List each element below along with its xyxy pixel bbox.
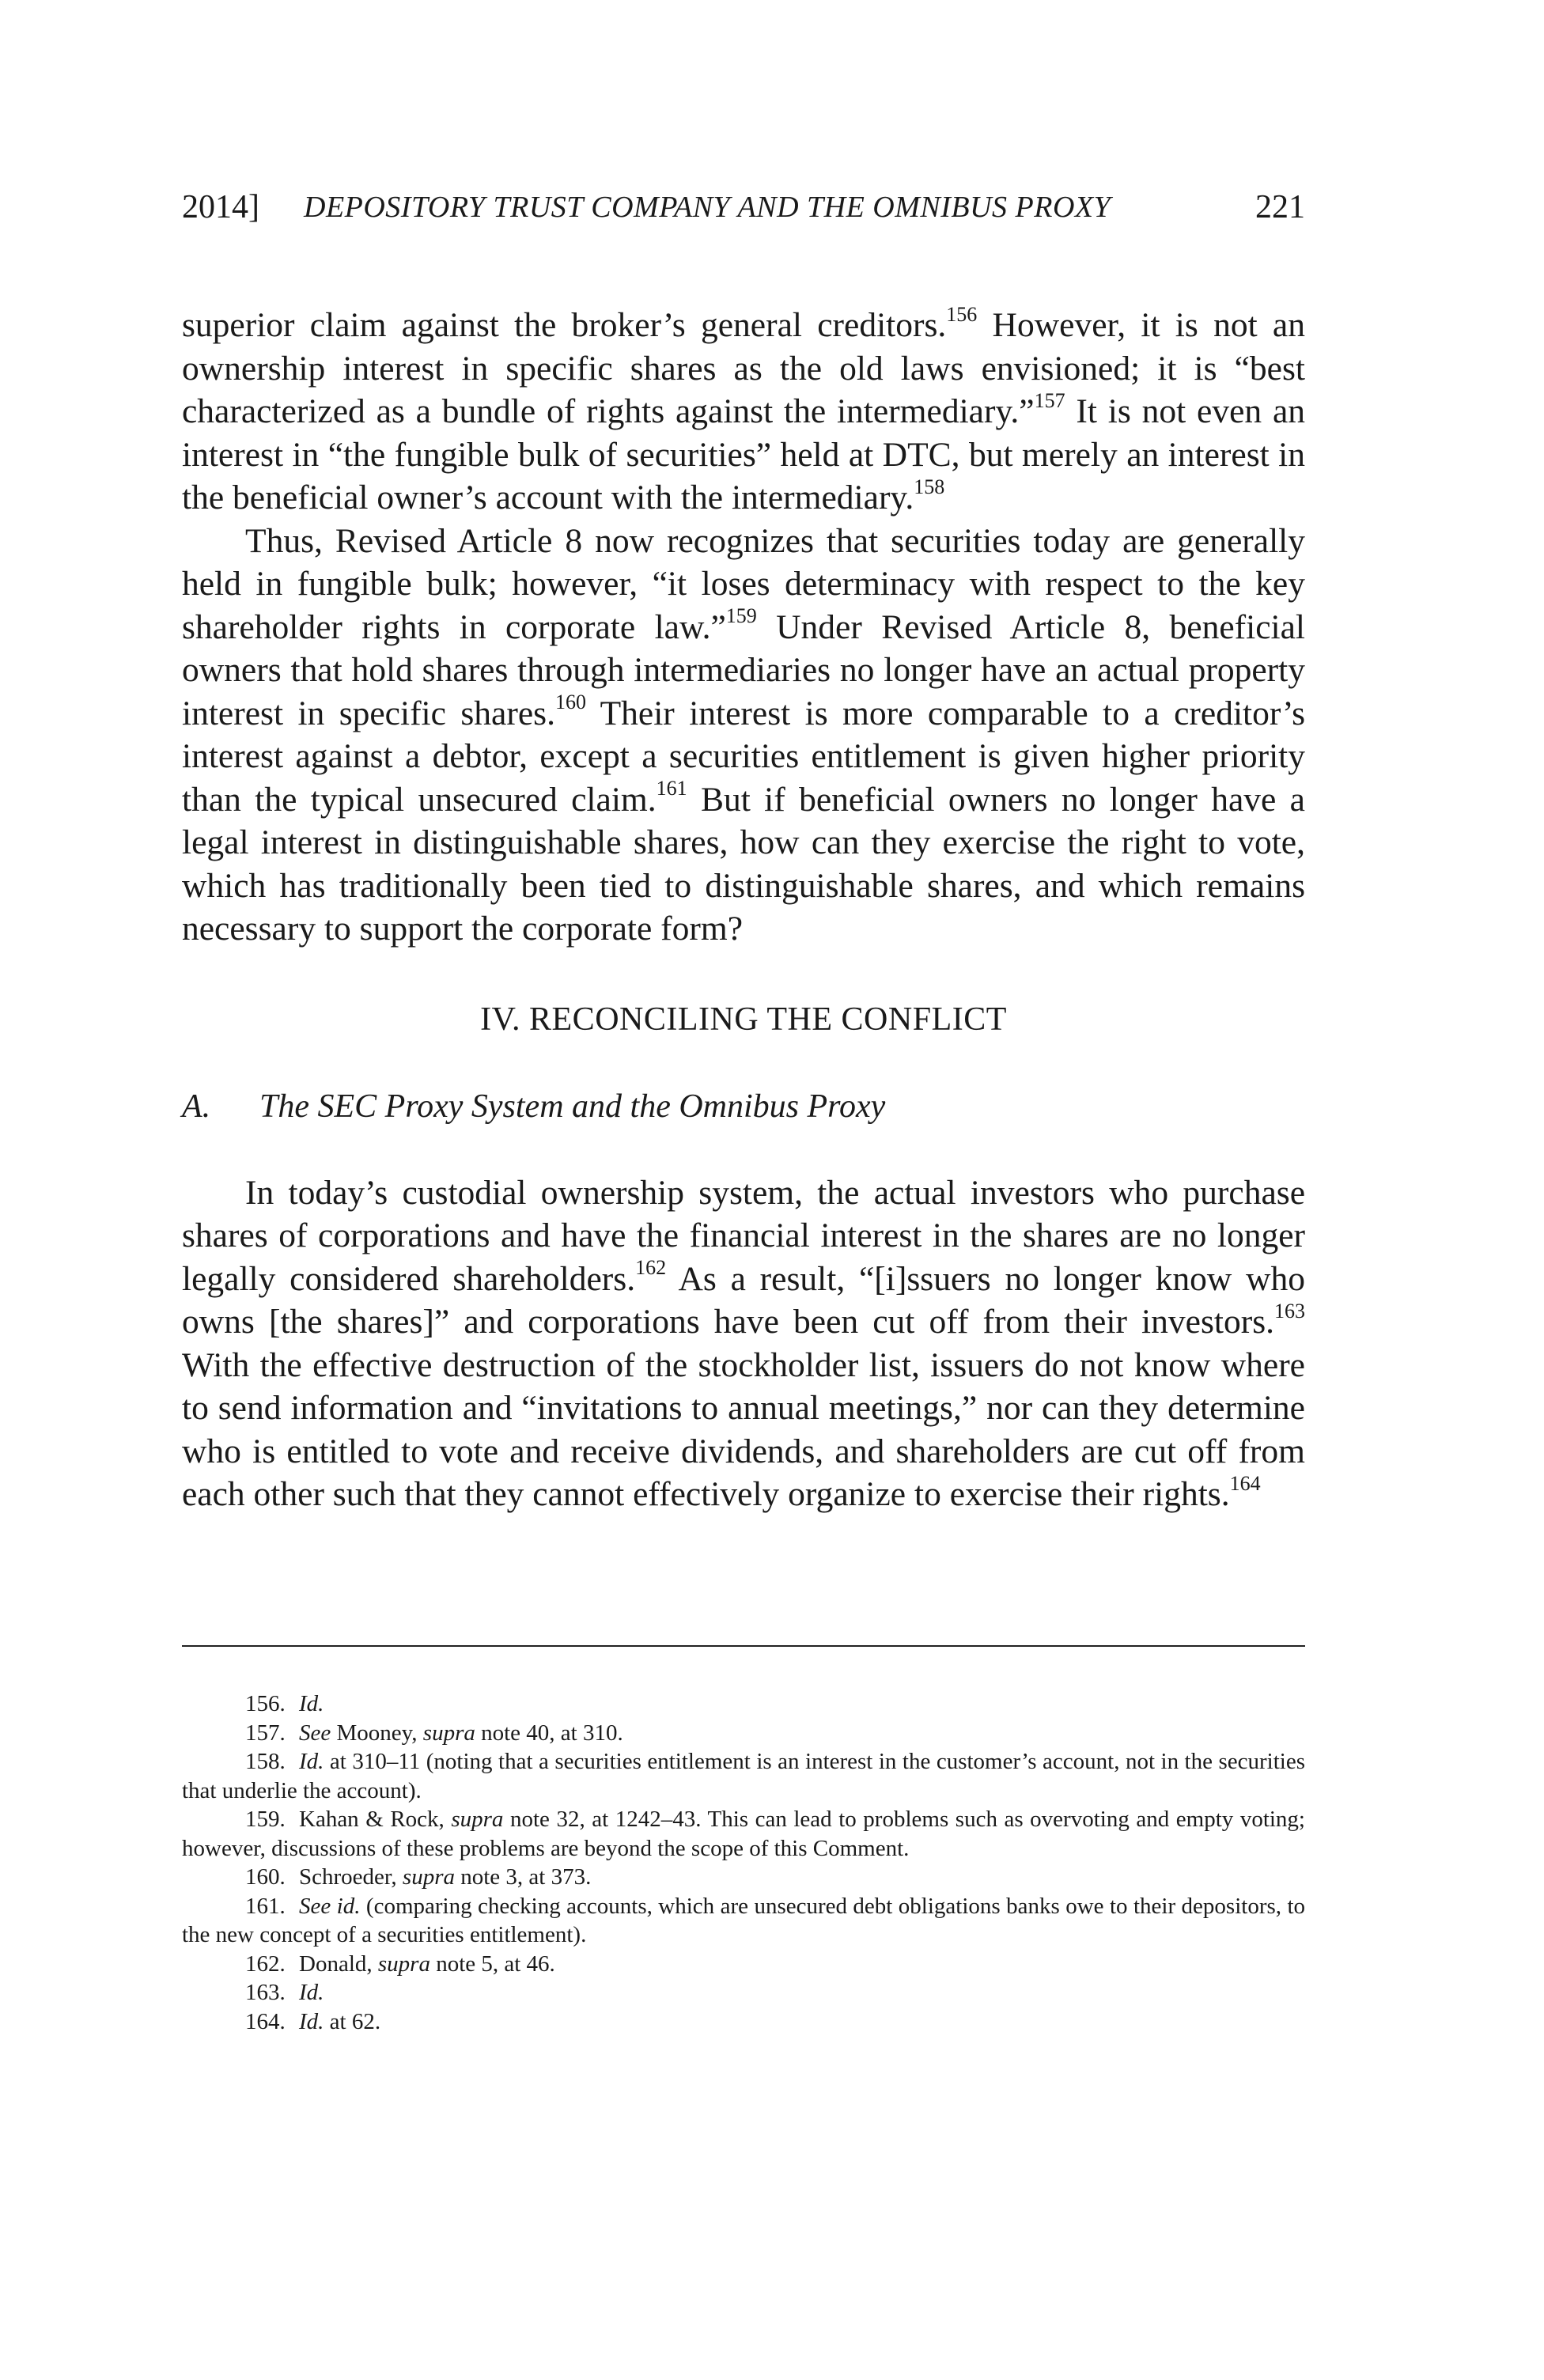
footnote-text: Mooney, xyxy=(331,1720,423,1746)
footnote-text: note 32, at 1242–43. This can lead to problems such as overvoting and empty voting; however, discussions of these problems are beyond the scope of this Comment. xyxy=(182,1807,1305,1861)
text-run: Under Revised Article 8, beneficial owners that hold shares through intermediaries no longer have an actual property interest in specific shares. xyxy=(182,607,1305,732)
footnote-text: note 3, at 373. xyxy=(454,1864,592,1890)
footnote-text: note 40, at 310. xyxy=(475,1720,623,1746)
footnote-number: 156. xyxy=(245,1691,286,1716)
footnote-number: 160. xyxy=(245,1864,286,1890)
footnote-text: Id. xyxy=(299,1691,324,1716)
footnote-text: Donald, xyxy=(299,1951,378,1977)
footnote-ref[interactable]: 158 xyxy=(914,475,945,498)
footnote xyxy=(182,2007,1305,2037)
footnote xyxy=(182,1719,1305,1748)
paragraph-2 xyxy=(182,520,1305,951)
section-heading: IV. RECONCILING THE CONFLICT xyxy=(480,1001,1007,1038)
footnote-text: Id. xyxy=(299,1980,324,2005)
footnote-ref[interactable]: 160 xyxy=(554,691,586,713)
footnote xyxy=(182,1892,1305,1950)
text-run: But if beneficial owners no longer have a legal interest in distinguishable shares, how can they exercise the right to vote, which has traditionally been tied to distinguishable shares, and which remains necessary to support the corporate form? xyxy=(182,780,1305,948)
footnote-number: 161. xyxy=(245,1893,286,1919)
text-run: However, it is not an ownership interest in specific shares as the old laws envisioned; it is “best characterized as a bundle of rights against the intermediary.” xyxy=(182,306,1305,430)
footnote-number: 163. xyxy=(245,1980,286,2005)
footnote-ref[interactable]: 164 xyxy=(1229,1471,1261,1495)
footnote-divider xyxy=(182,1645,1305,1647)
footnote-ref[interactable]: 159 xyxy=(725,604,757,627)
footnote-number: 158. xyxy=(245,1749,286,1774)
subsection-title: The SEC Proxy System and the Omnibus Proxy xyxy=(259,1088,886,1125)
footnote-number: 164. xyxy=(245,2008,286,2034)
footnote xyxy=(182,1863,1305,1892)
footnote-ref[interactable]: 161 xyxy=(656,777,687,800)
footnote-ref[interactable]: 162 xyxy=(635,1256,667,1279)
text-run: In today’s custodial ownership system, the actual investors who purchase shares of corporations and have the financial interest in the shares are no longer legally considered shareholders. xyxy=(182,1173,1305,1298)
document-page xyxy=(182,0,1305,2380)
footnote-text: (comparing checking accounts, which are unsecured debt obligations banks owe to their depositors, to the new concept of a securities entitlement). xyxy=(182,1893,1305,1947)
footnote-number: 162. xyxy=(245,1951,286,1977)
footnote-text: supra xyxy=(377,1951,430,1977)
footnote xyxy=(182,1689,1305,1719)
footnote-text: at 310–11 (noting that a securities entitlement is an interest in the customer’s account, not in the securities that underlie the account). xyxy=(182,1749,1305,1803)
footnote xyxy=(182,1747,1305,1805)
footnote-text: Id. xyxy=(299,2008,324,2034)
footnote-ref[interactable]: 163 xyxy=(1274,1299,1305,1322)
footnote-ref[interactable]: 156 xyxy=(946,302,978,326)
text-run: With the effective destruction of the stockholder list, issuers do not know where to send information and “invitations to annual meetings,” nor can they determine who is entitled to vote and receive dividends, and shareholders are cut off from each other such that they cannot effectively organize to exercise their rights. xyxy=(182,1345,1305,1513)
footnote-text: See xyxy=(299,1720,331,1746)
footnote-text: Id. xyxy=(299,1749,324,1774)
footnote-text: Kahan & Rock, xyxy=(299,1807,452,1832)
footnote-text: supra xyxy=(402,1864,455,1890)
footnote-text: See id. xyxy=(299,1893,361,1919)
subsection-letter: A. xyxy=(182,1088,211,1125)
text-run: Thus, Revised Article 8 now recognizes that securities today are generally held in fungible bulk; however, “it loses determinacy with respect to the key shareholder rights in corporate law.” xyxy=(182,521,1305,646)
subsection-heading xyxy=(182,1085,1305,1129)
footnote-text: Schroeder, xyxy=(299,1864,403,1890)
paragraph-1 xyxy=(182,304,1305,520)
footnote-text: supra xyxy=(451,1807,504,1832)
footnote-text: note 5, at 46. xyxy=(430,1951,555,1977)
footnote xyxy=(182,1805,1305,1863)
paragraph-3 xyxy=(182,1171,1305,1516)
body-text xyxy=(182,304,1305,1516)
text-run: superior claim against the broker’s general creditors. xyxy=(182,306,947,344)
footnote-text: supra xyxy=(422,1720,475,1746)
page-number: 221 xyxy=(1255,189,1305,225)
running-header xyxy=(182,184,1305,231)
footnote xyxy=(182,1978,1305,2007)
footnote-number: 157. xyxy=(245,1720,286,1746)
text-run: It is not even an interest in “the fungible bulk of securities” held at DTC, but merely an interest in the beneficial owner’s account with the intermediary. xyxy=(182,392,1305,516)
text-run: As a result, “[i]ssuers no longer know who owns [the shares]” and corporations have been cut off from their investors. xyxy=(182,1259,1305,1341)
footnote-ref[interactable]: 157 xyxy=(1034,388,1065,412)
footnote xyxy=(182,1950,1305,1979)
header-title: DEPOSITORY TRUST COMPANY AND THE OMNIBUS PROXY xyxy=(304,191,1111,224)
footnotes-section xyxy=(182,1689,1305,2036)
footnote-text: at 62. xyxy=(324,2008,381,2034)
header-year: 2014] xyxy=(182,189,259,225)
footnote-number: 159. xyxy=(245,1807,286,1832)
text-run: Their interest is more comparable to a creditor’s interest against a debtor, except a securities entitlement is given higher priority than the typical unsecured claim. xyxy=(182,694,1305,819)
